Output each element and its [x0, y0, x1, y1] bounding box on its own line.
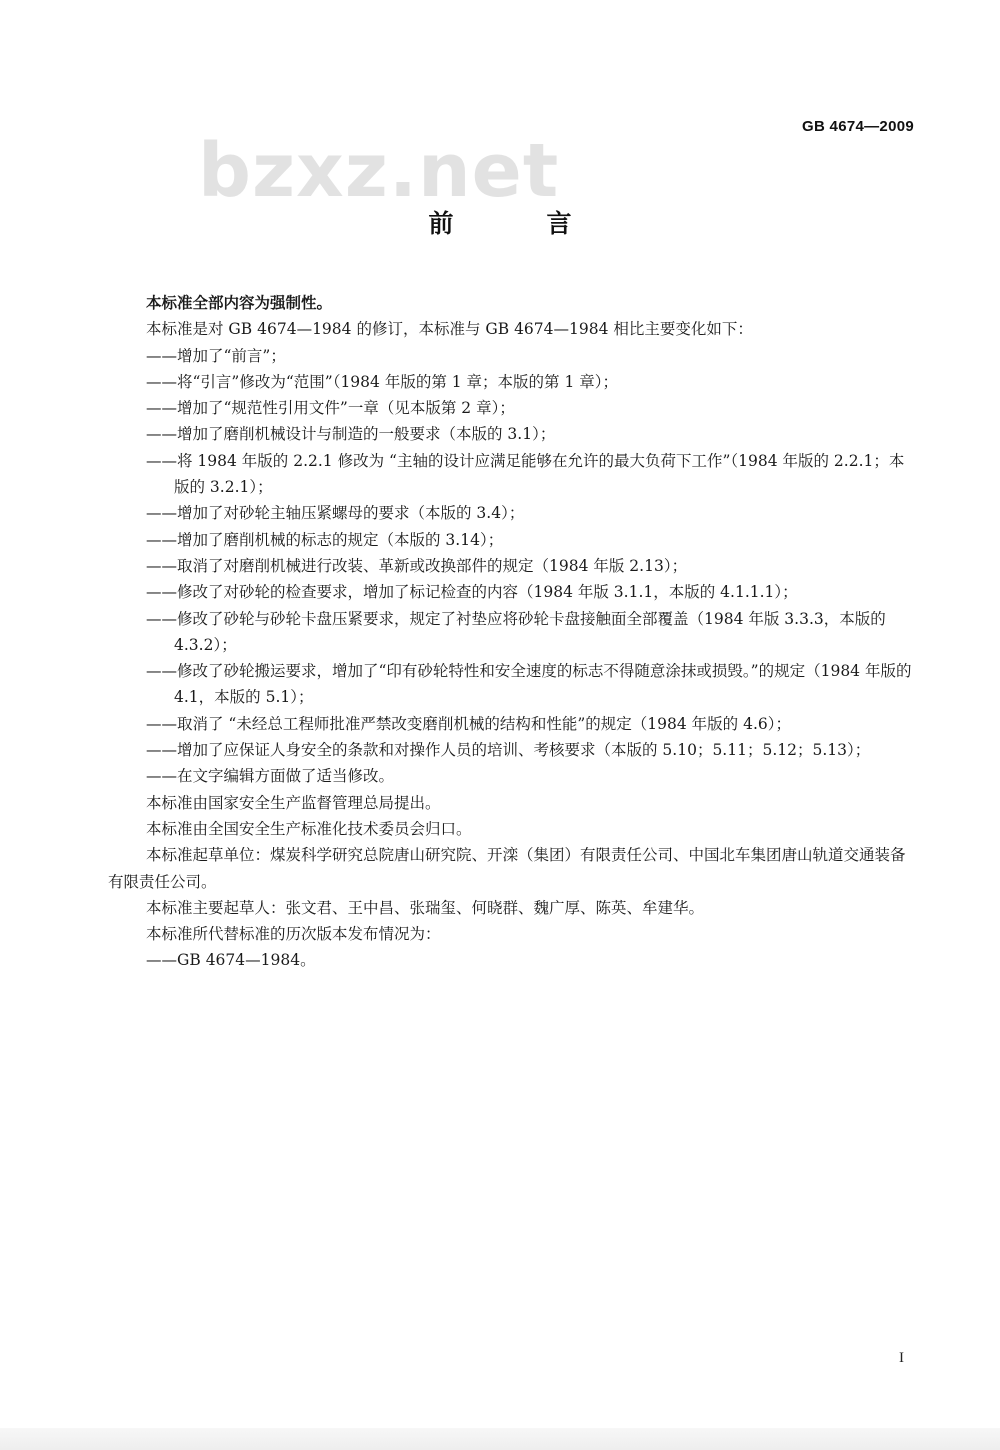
list-item: ——修改了砂轮与砂轮卡盘压紧要求，规定了衬垫应将砂轮卡盘接触面全部覆盖（1984 年版 3.3.3，本版的 4.3.2）；	[146, 609, 886, 654]
paragraph: 本标准主要起草人：张文君、王中昌、张瑞玺、何晓群、魏广厚、陈英、牟建华。	[146, 898, 705, 917]
paragraph: 本标准起草单位：煤炭科学研究总院唐山研究院、开滦（集团）有限责任公司、中国北车集团唐山轨道交通装备有限责任公司。	[108, 846, 906, 891]
list-item: ——取消了对磨削机械进行改装、革新或改换部件的规定（1984 年版 2.13）；	[146, 556, 688, 575]
watermark: bzxz.net	[198, 128, 560, 214]
page-title: 前 言	[428, 209, 606, 238]
list-item: ——修改了砂轮搬运要求，增加了“印有砂轮特性和安全速度的标志不得随意涂抹或损毁。”的规定（1984 年版的 4.1，本版的 5.1）；	[146, 662, 912, 707]
page-number: I	[899, 1350, 904, 1366]
foreword-body	[108, 290, 918, 974]
list-item: ——将“引言”修改为“范围”（1984 年版的第 1 章；本版的第 1 章）；	[146, 372, 619, 391]
paragraph: 本标准是对 GB 4674—1984 的修订，本标准与 GB 4674—1984 相比主要变化如下：	[146, 320, 753, 339]
paragraph: 本标准由国家安全生产监督管理总局提出。	[146, 793, 441, 812]
list-item: ——修改了对砂轮的检查要求，增加了标记检查的内容（1984 年版 3.1.1，本版的 4.1.1.1）；	[146, 583, 798, 602]
paragraph: 本标准所代替标准的历次版本发布情况为：	[146, 925, 441, 944]
list-item: ——增加了磨削机械的标志的规定（本版的 3.14）；	[146, 530, 504, 549]
list-item: ——GB 4674—1984。	[146, 951, 316, 970]
list-item: ——取消了 “未经总工程师批准严禁改变磨削机械的结构和性能”的规定（1984 年版的 4.6）；	[146, 714, 791, 733]
list-item: ——增加了“规范性引用文件”一章（见本版第 2 章）；	[146, 399, 515, 418]
paragraph: 本标准由全国安全生产标准化技术委员会归口。	[146, 819, 472, 838]
list-item: ——将 1984 年版的 2.2.1 修改为 “主轴的设计应满足能够在允许的最大负荷下工作”（1984 年版的 2.2.1；本版的 3.2.1）；	[146, 451, 905, 497]
list-item: ——在文字编辑方面做了适当修改。	[146, 767, 395, 786]
standard-code: GB 4674—2009	[801, 118, 914, 135]
bottom-edge	[0, 1428, 1000, 1450]
list-item: ——增加了应保证人身安全的条款和对操作人员的培训、考核要求（本版的 5.10；5.11；5.12；5.13）；	[146, 741, 871, 760]
list-item: ——增加了对砂轮主轴压紧螺母的要求（本版的 3.4）；	[146, 504, 525, 523]
list-item: ——增加了“前言”；	[146, 346, 286, 365]
list-item: ——增加了磨削机械设计与制造的一般要求（本版的 3.1）；	[146, 425, 556, 444]
paragraph: 本标准全部内容为强制性。	[146, 293, 333, 312]
